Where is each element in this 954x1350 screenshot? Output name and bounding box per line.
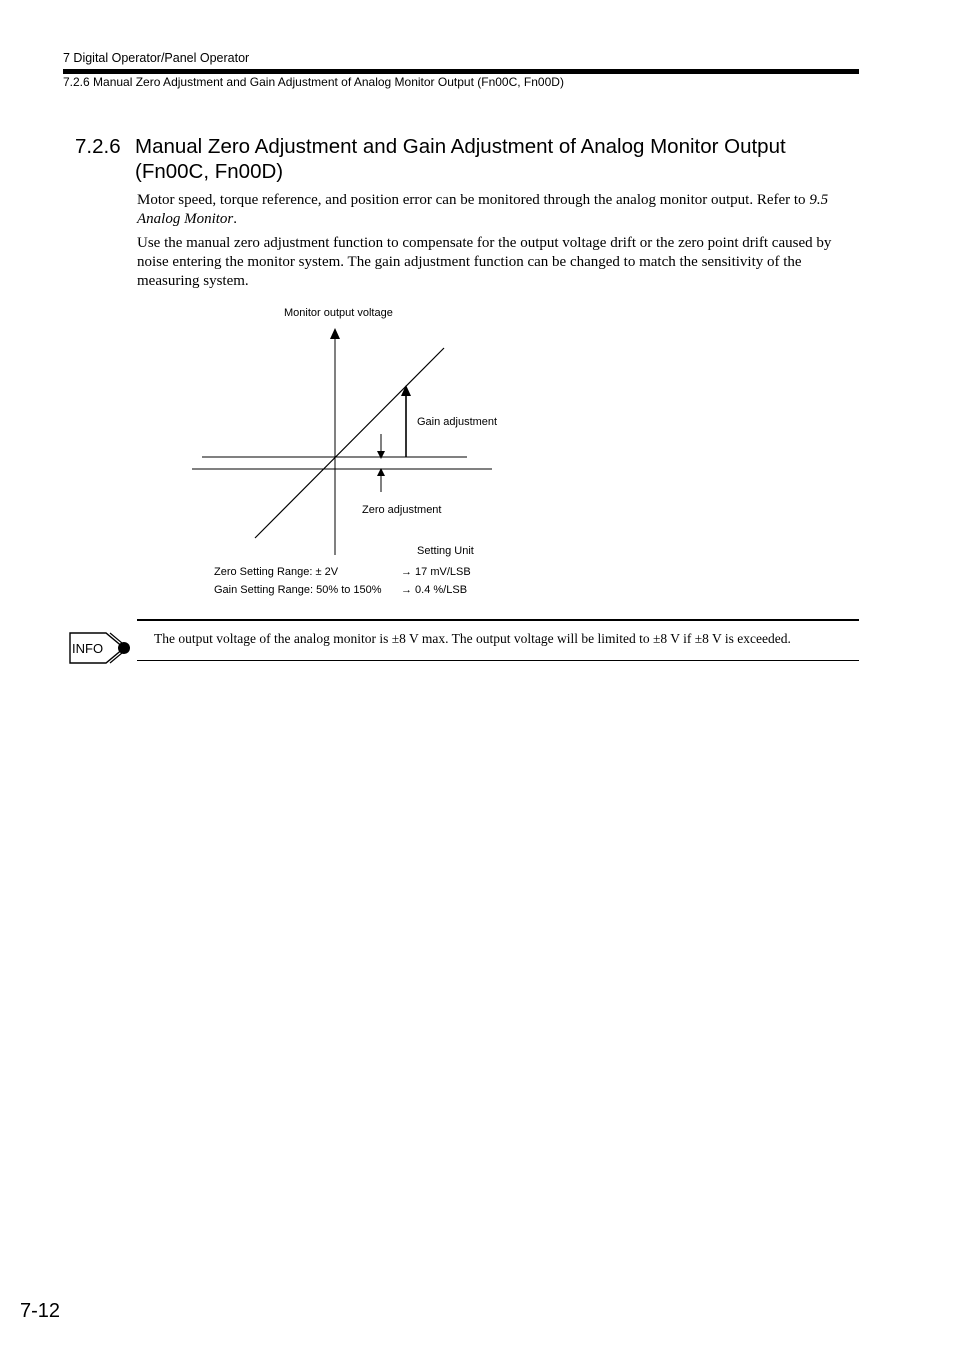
info-rule-bottom bbox=[137, 660, 859, 661]
running-header-section: 7.2.6 Manual Zero Adjustment and Gain Adjustment of Analog Monitor Output (Fn00C, Fn00D) bbox=[63, 75, 564, 89]
axis-arrowhead bbox=[330, 328, 340, 339]
info-icon-label: INFO bbox=[72, 641, 104, 656]
zero-arrowhead-down bbox=[377, 451, 385, 459]
section-number: 7.2.6 bbox=[75, 135, 121, 158]
gain-setting-range: Gain Setting Range: 50% to 150% bbox=[214, 584, 382, 596]
header-rule bbox=[63, 69, 859, 74]
intro-paragraph bbox=[137, 191, 859, 229]
intro-text: Motor speed, torque reference, and position error can be monitored through the analog monitor output. Refer to bbox=[137, 192, 810, 208]
section-title bbox=[75, 134, 855, 184]
section-title-line2: (Fn00C, Fn00D) bbox=[135, 160, 284, 183]
info-rule-top bbox=[137, 619, 859, 621]
monitor-output-diagram bbox=[180, 300, 520, 605]
setting-unit-header: Setting Unit bbox=[417, 545, 474, 557]
zero-setting-range: Zero Setting Range: ± 2V bbox=[214, 566, 339, 578]
section-title-line1: Manual Zero Adjustment and Gain Adjustment of Analog Monitor Output bbox=[135, 135, 786, 158]
zero-adjustment-label: Zero adjustment bbox=[362, 504, 442, 516]
info-icon bbox=[66, 628, 134, 668]
zero-setting-unit: → 17 mV/LSB bbox=[401, 566, 471, 578]
cross-reference-link[interactable]: 9.5 Analog Monitor bbox=[137, 192, 829, 227]
adjustment-paragraph: Use the manual zero adjustment function to compensate for the output voltage drift or the zero point drift caused by noise entering the monitor system. The gain adjustment function can be changed to match the sensitivity of the measuring system. bbox=[137, 235, 832, 289]
gain-setting-unit: → 0.4 %/LSB bbox=[401, 584, 468, 596]
intro-end: . bbox=[233, 211, 237, 227]
gain-adjustment-label: Gain adjustment bbox=[417, 416, 498, 428]
info-note: The output voltage of the analog monitor is ±8 V max. The output voltage will be limited to ±8 V if ±8 V is exceeded. bbox=[154, 631, 791, 646]
page-number: 7-12 bbox=[20, 1300, 61, 1322]
y-axis-label: Monitor output voltage bbox=[284, 307, 393, 319]
running-header-chapter: 7 Digital Operator/Panel Operator bbox=[63, 51, 250, 65]
